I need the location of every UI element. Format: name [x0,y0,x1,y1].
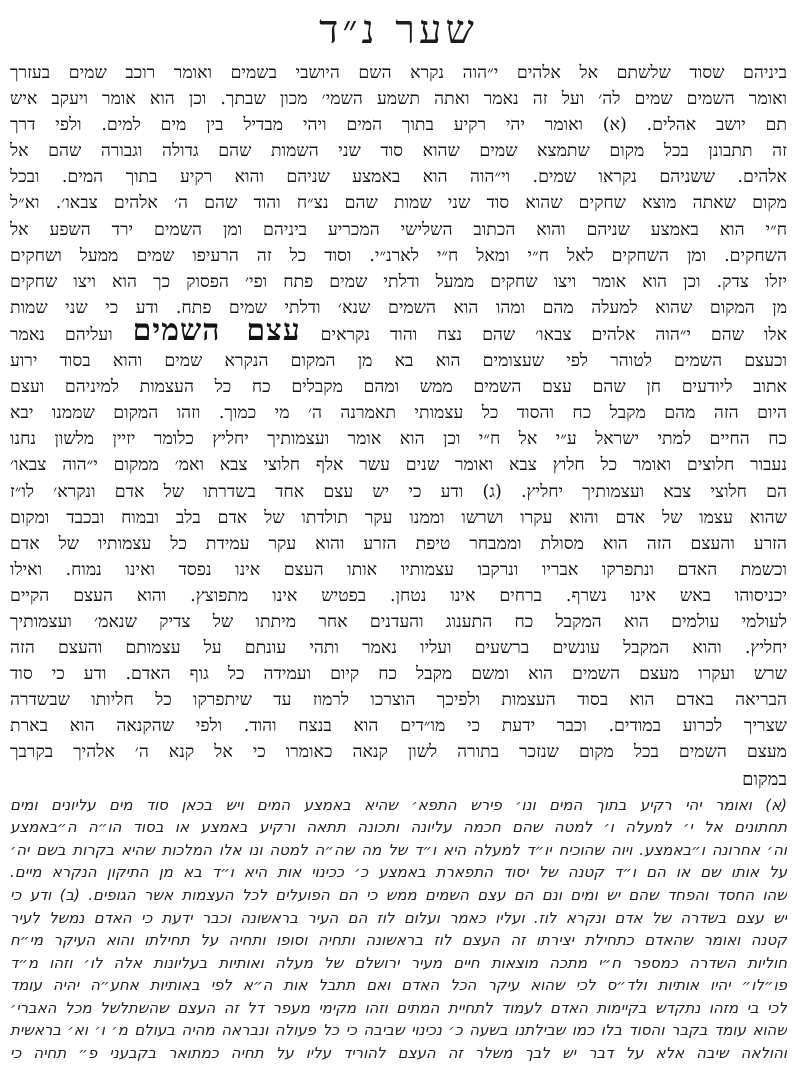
main-text-line: אלהים. ששניהם נקראו שמים. וי״הוה הוא באמצע שניהם והוא רקיע בתוך המים. ובכל [10,167,787,188]
main-text-line: כח החיים למתי ישראל ע״י אל ח״י וכן הוא אומר ועצמותיך יחליץ כלומר יזיין מלשון נחנו [10,429,787,450]
main-text-line: שצריך לכרוע במודים. וכבר ידעת כי מו״דים הוא בנצח והוד. ולפי שהקנאה הוא בארת [10,716,787,737]
section-title: במקום [742,768,787,790]
footnote-line: (א) ואומר יהי רקיע בתוך המים ונו׳ פירש התפא׳ שהיא באמצע המים ויש בכאן סוד מים עליונים ומים [10,795,787,814]
footnote-line: לכי בי מזהו נתקדש בקיימות האדם לעמוד לתחיית המתים וזהו מקימי מעפר דל זה העצם שהשתלשל מכל האברי׳ [10,998,787,1017]
main-text-line: יזלו צדק. וכן הוא אומר ויצו שחקים ממעל ודלתי שמים פתח ופי׳ הפסוק כך הוא ויצו שחקים [10,271,787,292]
footnote-line: והולאה שיבה אלא על דבר יש לבך משלר זה העצם להוריד עליו על תחיה כמתואר בקבעני פ״ תחיה כי [10,1044,787,1063]
footnote-line: וה׳ אחרונה ו״באמצע. ויוה שהוכיח יו״ד למעלה היא ו״ד של מה שה״ה למטה ונו אלו המלכות שהיא בקרות בשם יה׳ [10,840,787,859]
main-text-line: ביניהם שסוד שלשתם אל אלהים י״הוה נקרא השם היושבי בשמים ואומר רוכב שמים בעזרך [10,63,787,83]
main-text-line: אלו שהם י״הוה אלהים צבאו׳ שהם נצח והוד נקראים עצם השמים ועליהם נאמר [10,321,787,348]
main-text-line: לעולמי עולמים הוא המקבל כח התענוג והעדנים אחר מיתתו של צדיק שנאמ׳ ועצמותיך [10,611,787,632]
main-text-line: וכשמת האדם ונתפרקו אבריו ונרקבו עצמותיו אותו העצם אינו נפסד ואינו נמוח. ואילו [10,559,787,580]
main-text-line: מן המקום שהוא למעלה מהם ומהו הוא השמים שנא׳ ודלתי שמים פתח. ודע כי שני שמות [10,297,787,318]
main-text-line: נעבור חלוצים ואומר כל חלוץ צבא ואומר שנים עשר אלף חלוצי צבא ואמ׳ ממקום י״הוה צבאו׳ [10,455,787,476]
main-text-line: יחליץ. והוא המקבל עונשים ברשעים ועליו נאמר ותהי עונתם על עצמותם והעצם הזה [10,638,787,659]
footnote-line: חוליות השדרה כמספר ח״י מתכה מוצאות חיים מעיר ירושלם של מעלה ואותיות בעליונות אלה לו׳ וזהו מ״ד [10,953,787,972]
main-text-line: היום הזה מהם מקבל כח והסוד כל עצמותי תאמרנה ה׳ מי כמוך. וזהו המקום שממנו יבא [10,403,787,424]
page-header: שער נ״ד [319,7,478,53]
main-text-line: הם חלוצי צבא ועצמותיך יחליץ. (ג) ודע כי יש עצם אחד בשדרתו של אדם ונקרא׳ לו״ז [10,481,787,502]
main-text-line: וכעצם השמים לטוהר לפי שעצומים הוא בא מן המקום הנקרא שמים והוא בסוד ירוע [10,351,787,372]
footnote-line: יש עצם בשדרה של אדם ונקרא לוז. ועליו כאמר ועלום לוז הם העיר בראשונה וכבר ידעת כי האדם נמשל לעיר [10,908,787,927]
main-text-line: הזרע והעצם הזה הוא מסולת וממבחר טיפת הזרע והוא עקר עמידת כל עצמותיו של אדם [10,533,787,554]
main-text-line: מקום שאתה מוצא שחקים שהוא סוד שני שמות שהם נצ״ח והוד שהם ה׳ אלהים צבאו׳. וא״ל [10,193,787,214]
main-text-line: הבריאה באדם הוא בסוד העצמות ולפיכך הוצרכו לרמוז עד שיתפרקו כל חליותו שבשדרה [10,690,787,711]
main-text-line: אתוב ליודעים חן שהם עצם השמים ממש ומהם מקבלים כח כל העצמות למיניהם ועצם [10,377,787,398]
main-text-line: ואומר השמים שמים לה׳ ועל זה נאמר ואתה תשמע השמי׳ מכון שבתך. וכן הוא אומר ויעקב איש [10,89,787,110]
footnote-line: על אותו שם או הם ו״ד קטנה של יסוד התפארת באמצע כ׳ ככינוי אות היא ו״ד בא מן התיקון הנקרא מיים. [10,863,787,882]
main-text-line: תם יושב אהלים. (א) ואומר יהי רקיע בתוך המים ויהי מבדיל בין מים למים. ולפי דרך [10,115,787,136]
footnote-line: פו״לו״ יהיו אותיות ולד״ס לכי שהוא עיקר הכל האדם ואם תתבל אות ה״א לפי באותיות אחע״ה יהיה עומד [10,976,787,995]
main-text-line: שהוא עצמו של אדם והוא עקרו ושרשו וממנו עקר תולדתו של אדם בלב ובמוח ובכבד ומקום [10,507,787,528]
main-text-line: ח״י הוא באמצע שניהם והוא הכתוב השלישי המכריע ביניהם ומן השמים ירד השפע אל [10,219,787,240]
main-text-line: יכניסוהו באש אינו נשרף. ברחים אינו נטחן. בפטיש אינו מתפוצץ. והוא העצם הקיים [10,585,787,606]
main-text-line: זה תתבונן בכל מקום שתמצא שמים שהוא סוד שני השמות שהם גדולה וגבורה שהם אל [10,141,787,162]
footnote-line: שהו החסד והפחד שהם יש ומים ונם הם עצם השמים ממש כי הם הפועלים לכל העצמות אשר הגופים. (ב) ודע כי [10,885,787,904]
main-text-line: מעצם השמים בכל מקום שנזכר בתורה לשון קנאה כאומרו כי אל קנא ה׳ אלהיך בקרבך [10,742,787,763]
footnote-line: תחתונים אל י׳ למעלה ו׳ למטה שהם חכמה עליונה ותכונה תתאה ורקיע באמצע או בסוד הו״ה ה״באמצע [10,818,787,837]
emphasized-phrase: עצם השמים [132,320,301,348]
main-text-line: השחקים. ומן השחקים לאל ח״י ומאל ח״י לארנ״י. וסוד כל זה הרעיפו שמים ממעל ושחקים [10,245,787,266]
main-text [10,60,787,766]
footnotes [10,794,787,1065]
main-text-line: שרש ועקרו מעצם השמים הוא ומשם מקבל כח קיום ועמידה כל גוף האדם. ודע כי סוד [10,664,787,685]
footnote-line: קטנה ואומר שהאדם כתחילת יצירתו זה העצם לוז בראשונה ותחיה וסופו ותחיה על תחילתו והוא העיקר מי״ח [10,931,787,950]
footnote-line: שהוא עומד בקבר והסוד בלו כמו שבילתנו בשעה כ׳ נכינוי שביבה כי כל פעולה ונבראה מהיה בעולם מ׳ ו׳ וא׳ בראשית [10,1021,787,1040]
